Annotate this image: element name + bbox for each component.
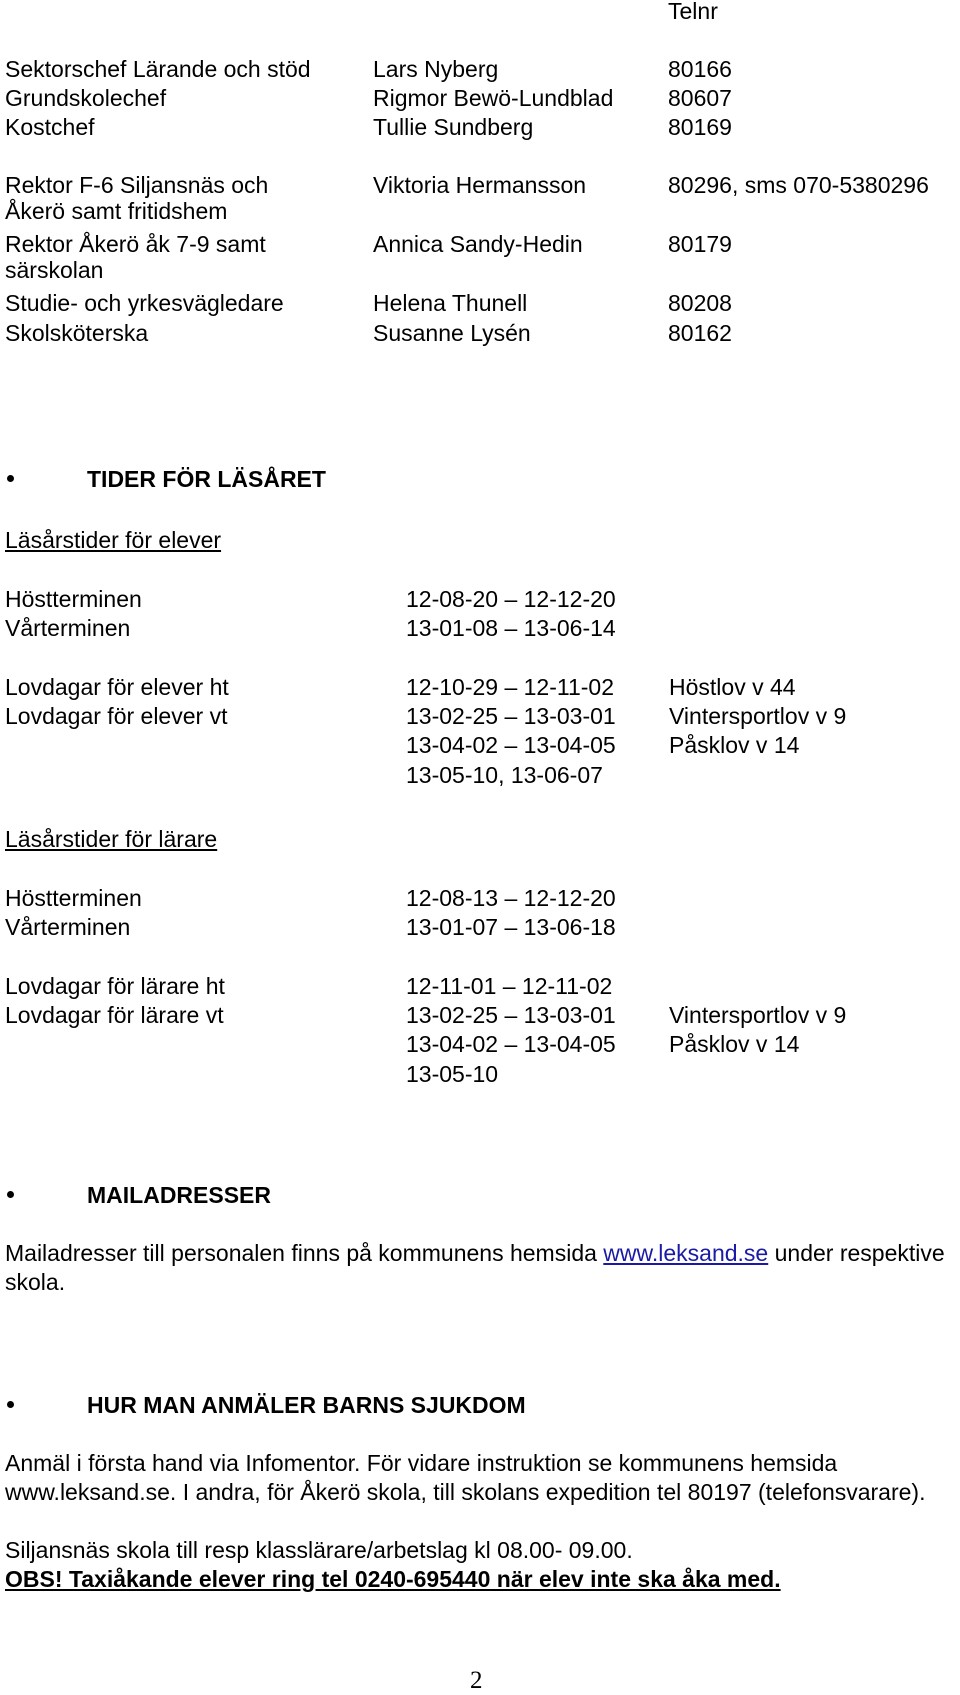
holiday-note: Vintersportlov v 9 [669,1002,847,1028]
contact-phone: 80166 [668,56,732,82]
holiday-label: Lovdagar för lärare ht [5,973,225,999]
siljansnas-paragraph: Siljansnäs skola till resp klasslärare/arbetslag kl 08.00- 09.00. [5,1537,633,1563]
contact-phone: 80607 [668,85,732,111]
contact-name: Susanne Lysén [373,320,531,346]
sickness-paragraph: Anmäl i första hand via Infomentor. För vidare instruktion se kommunens hemsida www.leksand.se. I andra, för Åkerö skola, till skolans expedition tel 80197 (telefonsvarare). [5,1450,926,1505]
contact-phone: 80162 [668,320,732,346]
holiday-note: Höstlov v 44 [669,674,796,700]
contact-phone: 80169 [668,114,732,140]
bullet-icon [7,475,14,482]
contact-name: Lars Nyberg [373,56,499,82]
mail-text: under respektive skola. [5,1240,945,1295]
term-dates: 13-01-07 – 13-06-18 [406,914,616,940]
holiday-dates: 13-04-02 – 13-04-05 [406,732,616,758]
contact-title: Rektor Åkerö åk 7-9 samt [5,231,266,257]
contact-title: Skolsköterska [5,320,149,346]
teachers-terms-heading: Läsårstider för lärare [5,826,218,852]
contact-title: Grundskolechef [5,85,167,111]
holiday-label: Lovdagar för elever ht [5,674,229,700]
contact-name: Annica Sandy-Hedin [373,231,583,257]
mail-paragraph [5,1239,950,1297]
leksand-link[interactable]: www.leksand.se [603,1240,769,1266]
holiday-dates: 13-04-02 – 13-04-05 [406,1031,616,1057]
obs-notice: OBS! Taxiåkande elever ring tel 0240-695440 när elev inte ska åka med. [5,1566,781,1592]
term-dates: 12-08-20 – 12-12-20 [406,586,616,612]
term-label: Höstterminen [5,586,142,612]
contact-title: Kostchef [5,114,95,140]
holiday-dates: 12-11-01 – 12-11-02 [406,973,613,999]
contact-title-cont: särskolan [5,257,104,283]
bullet-icon [7,1191,14,1198]
contact-phone: 80208 [668,290,732,316]
phone-column-header: Telnr [668,0,718,24]
contact-title: Sektorschef Lärande och stöd [5,56,311,82]
contact-phone: 80296, sms 070-5380296 [668,172,929,198]
term-label: Vårterminen [5,914,131,940]
contact-phone: 80179 [668,231,732,257]
holiday-note: Vintersportlov v 9 [669,703,847,729]
contact-title-cont: Åkerö samt fritidshem [5,198,228,224]
contact-title: Rektor F-6 Siljansnäs och [5,172,269,198]
holiday-note: Påsklov v 14 [669,732,800,758]
contact-name: Rigmor Bewö-Lundblad [373,85,614,111]
section-heading-mail: MAILADRESSER [87,1182,272,1208]
page-number: 2 [470,1667,483,1694]
term-dates: 13-01-08 – 13-06-14 [406,615,616,641]
contact-name: Tullie Sundberg [373,114,534,140]
holiday-dates: 13-02-25 – 13-03-01 [406,1002,616,1028]
holiday-dates: 13-05-10 [406,1061,499,1087]
contact-name: Viktoria Hermansson [373,172,587,198]
term-label: Höstterminen [5,885,142,911]
holiday-dates: 13-02-25 – 13-03-01 [406,703,616,729]
holiday-label: Lovdagar för elever vt [5,703,228,729]
holiday-label: Lovdagar för lärare vt [5,1002,224,1028]
holiday-note: Påsklov v 14 [669,1031,800,1057]
section-heading-terms: TIDER FÖR LÄSÅRET [87,466,326,492]
bullet-icon [7,1401,14,1408]
section-heading-sickness: HUR MAN ANMÄLER BARNS SJUKDOM [87,1392,526,1418]
term-label: Vårterminen [5,615,131,641]
mail-text: Mailadresser till personalen finns på kommunens hemsida [5,1240,604,1266]
term-dates: 12-08-13 – 12-12-20 [406,885,616,911]
holiday-dates: 12-10-29 – 12-11-02 [406,674,614,700]
contact-title: Studie- och yrkesvägledare [5,290,284,316]
holiday-dates: 13-05-10, 13-06-07 [406,762,603,788]
contact-name: Helena Thunell [373,290,528,316]
students-terms-heading: Läsårstider för elever [5,527,222,553]
